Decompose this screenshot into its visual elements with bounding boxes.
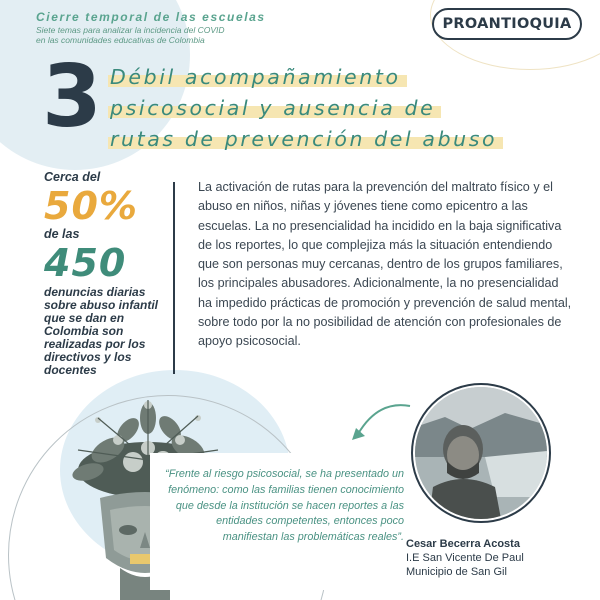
quote-box (150, 453, 408, 590)
stat-intro: Cerca del (44, 170, 101, 184)
body-paragraph: La activación de rutas para la prevención del maltrato físico y el abuso en niños, niñas y jóvenes tiene como epicentro a las escuelas. La no presencialidad ha incidido en la baja significativa de los reportes, lo que complejiza más la situación entendiendo que son personas muy cercanas, dentro de los grupos familiares, los principales abusadores. Adicionalmente, la no presencialidad ha impedido prácticas de promoción y prevención de salud mental, sobre todo por la no posibilidad de atención con profesionales de apoyo psicosocial. (198, 180, 572, 349)
person-name: Cesar Becerra Acosta (406, 538, 520, 550)
subtitle-line: en las comunidades educativas de Colombia (36, 35, 205, 45)
topic-number: 3 (42, 47, 102, 147)
series-title: Cierre temporal de las escuelas (36, 10, 266, 24)
arrow-icon (348, 398, 418, 444)
series-subtitle (36, 25, 225, 45)
stat-connector: de las (44, 227, 80, 241)
stat-percent: 50% (44, 184, 138, 228)
statistic-panel (44, 170, 174, 377)
title-line: Débil acompañamiento (108, 62, 588, 93)
title-line: psicosocial y ausencia de (108, 93, 588, 124)
person-school: I.E San Vicente De Paul (406, 552, 524, 564)
stat-description: denuncias diarias sobre abuso infantil que se dan en Colombia son realizadas por los directivos y los docentes (44, 285, 159, 377)
portrait-photo (415, 387, 547, 519)
person-info (406, 537, 524, 579)
person-municipality: Municipio de San Gil (406, 566, 507, 578)
title-line: rutas de prevención del abuso (108, 124, 588, 155)
quote-text: “Frente al riesgo psicosocial, se ha presentado un fenómeno: como las familias tienen conocimiento que desde la institución se hacen reportes a las entidades competentes, entonces poco manifiestan las problemáticas reales”. (165, 468, 404, 544)
topic-title (108, 62, 588, 155)
proantioquia-logo: PROANTIOQUIA (432, 8, 582, 40)
vertical-divider (173, 182, 175, 374)
stat-count: 450 (44, 241, 127, 285)
subtitle-line: Siete temas para analizar la incidencia del COVID (36, 25, 225, 35)
